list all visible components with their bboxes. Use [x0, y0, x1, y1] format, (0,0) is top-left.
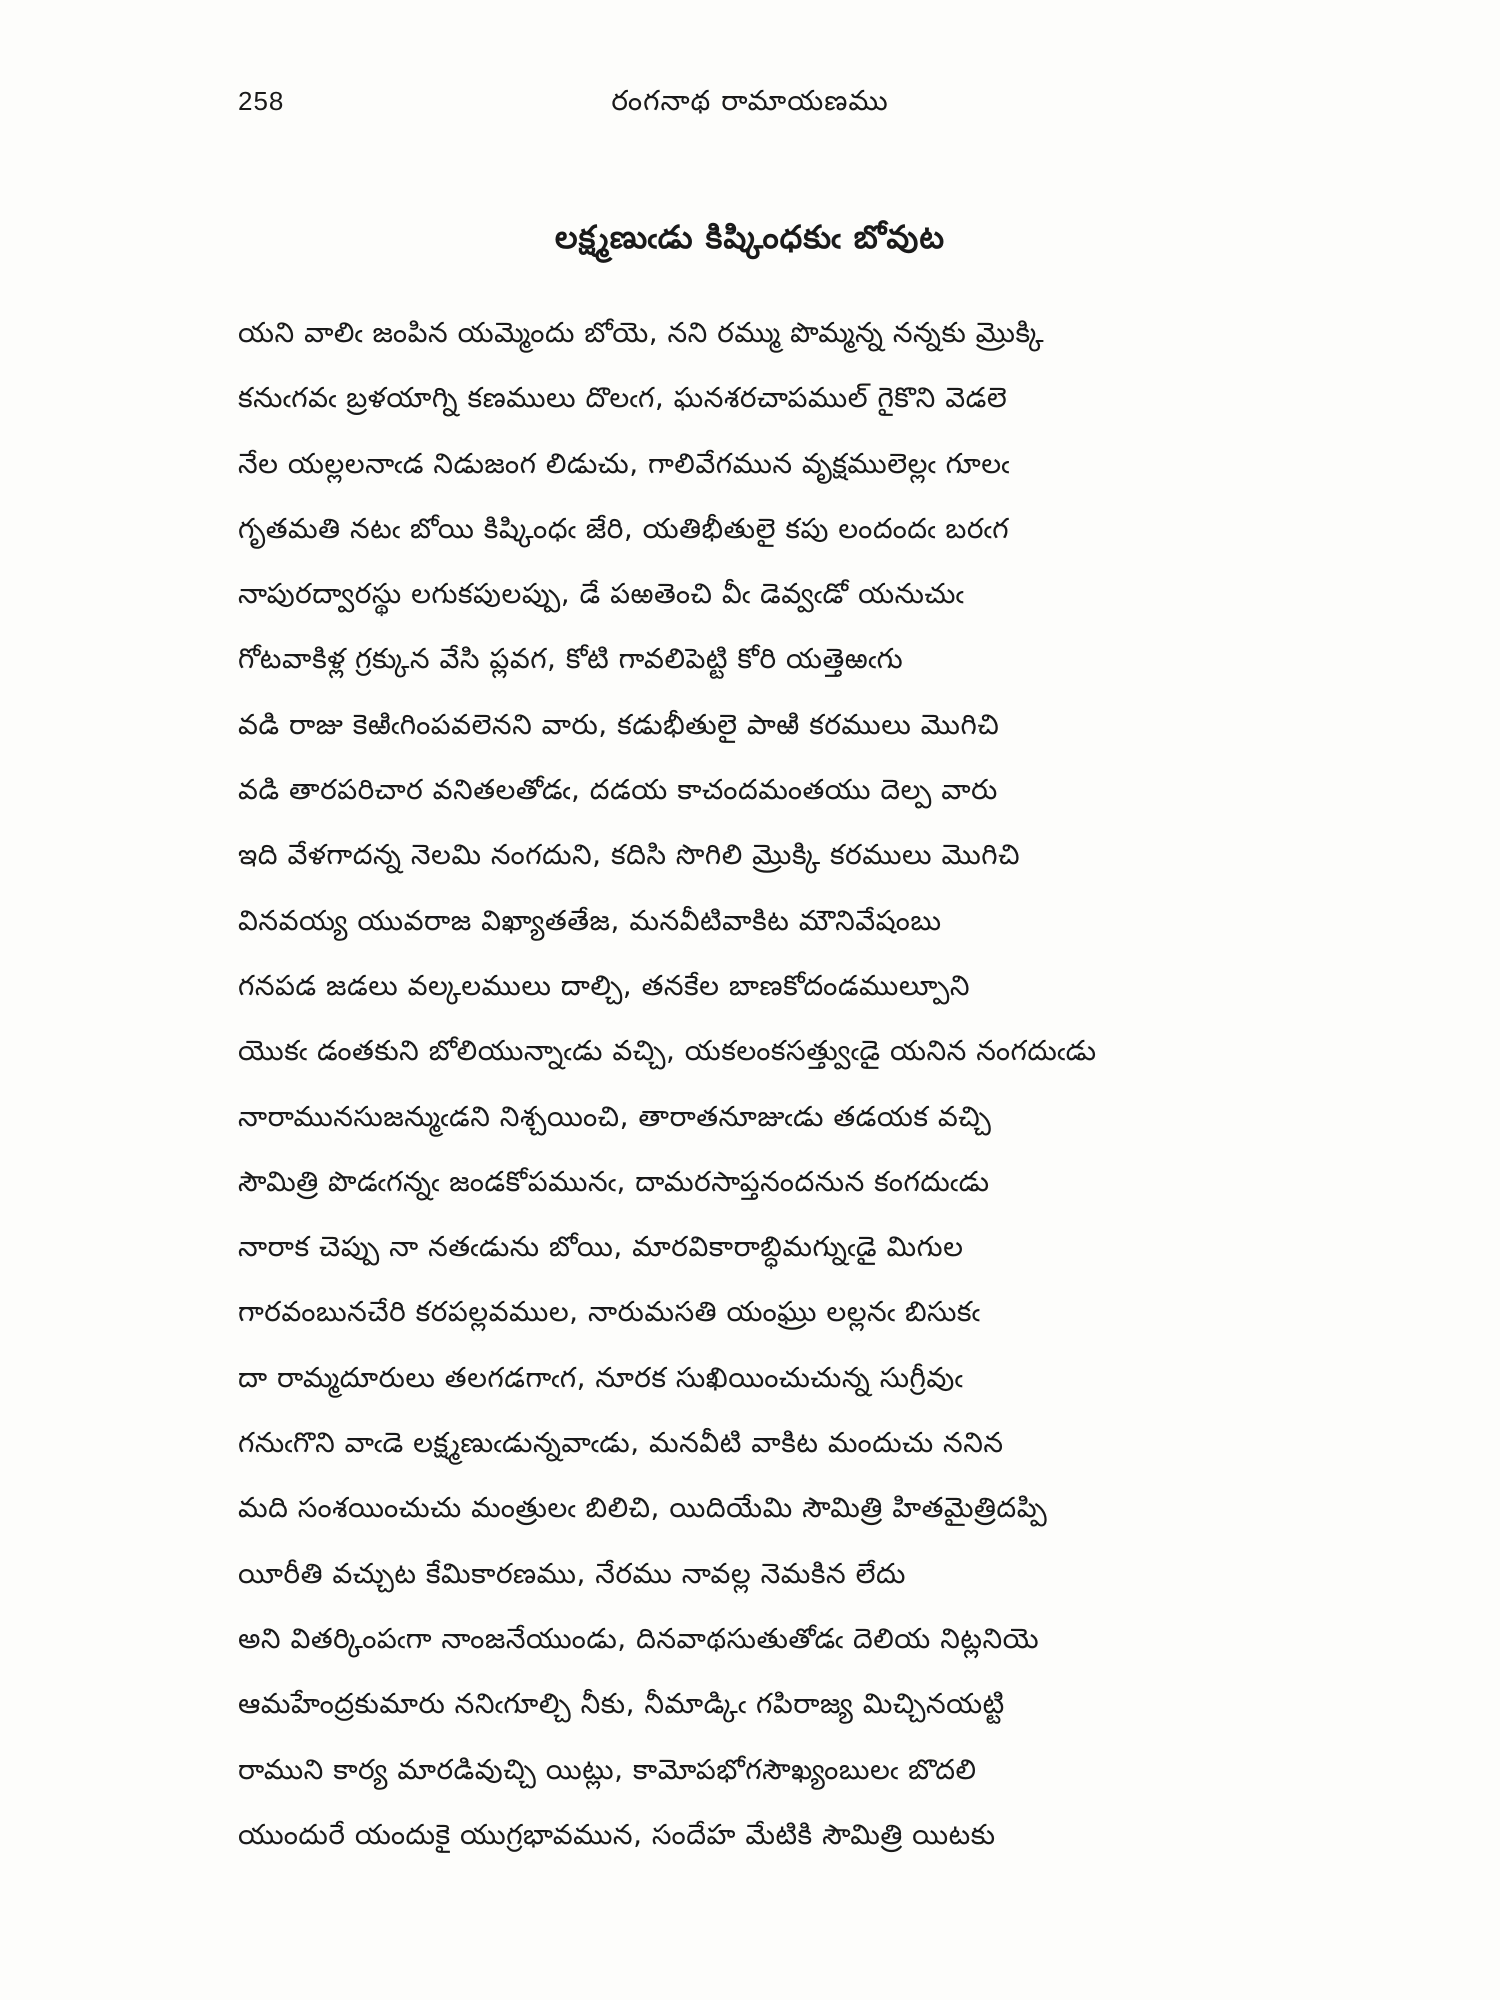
verse-line: యుందురే యందుకై యుగ్రభావమున, సందేహ మేటికి సౌమిత్రి యిటకు: [238, 1817, 996, 1851]
page-number: 258: [238, 86, 285, 116]
verse-line: అని వితర్కింపఁగా నాంజనేయుండు, దినవాథసుతుతోడఁ దెలియ నిట్లనియె: [238, 1621, 1040, 1655]
verse-line: వడి రాజు కెఱిఁగింపవలెనని వారు, కడుభీతులై పాఱి కరములు మొగిచి: [238, 707, 1000, 741]
verse-line: గృతమతి నటఁ బోయి కిష్కింధఁ జేరి, యతిభీతులై కపు లందందఁ బరఁగ: [238, 511, 1010, 545]
verse-line: నారామునసుజన్ముఁడని నిశ్చయించి, తారాతనూజుఁడు తడయక వచ్చి: [238, 1099, 992, 1133]
verse-line: యని వాలిఁ జంపిన యమ్మెందు బోయె, నని రమ్ము పొమ్మన్న నన్నకు మ్రొక్కి: [238, 316, 1045, 349]
verse-line: మది సంశయించుచు మంత్రులఁ బిలిచి, యిదియేమి సౌమిత్రి హితమైత్రిదప్పి: [238, 1491, 1048, 1525]
verse-line: నారాక చెప్పు నా నతఁడును బోయి, మారవికారాబ్ధిమగ్నుఁడై మిగుల: [238, 1230, 964, 1264]
verse-line: కనుఁగవఁ బ్రళయాగ్ని కణములు దొలఁగ, ఘనశరచాపముల్ గైకొని వెడలె: [238, 381, 1008, 415]
verse-line: గనపడ జడలు వల్కలములు దాల్చి, తనకేల బాణకోదండముల్పూని: [238, 968, 970, 1002]
verse-line: గోటవాకిళ్ల గ్రక్కున వేసి ప్లవగ, కోటి గావలిపెట్టి కోరి యత్తెఱఁగు: [238, 642, 904, 676]
section-title: లక్ష్మణుఁడు కిష్కింధకుఁ బోవుట: [554, 218, 946, 256]
verse-line: యొకఁ డంతకుని బోలియున్నాఁడు వచ్చి, యకలంకసత్త్వుఁడై యనిన నంగదుఁడు: [238, 1034, 1097, 1068]
verse-line: వడి తారపరిచార వనితలతోడఁ, దడయ కాచందమంతయు దెల్ప వారు: [238, 773, 998, 807]
verse-line: దా రామ్మదూరులు తలగడగాఁగ, నూరక సుఖియించుచున్న సుగ్రీవుఁ: [238, 1360, 964, 1394]
verse-line: రాముని కార్య మారడివుచ్చి యిట్లు, కామోపభోగసౌఖ్యంబులఁ బొదలి: [238, 1752, 977, 1786]
verse-body: [238, 300, 1268, 1867]
verse-line: ఆమహేంద్రకుమారు ననిఁగూల్చి నీకు, నీమాడ్కిఁ గపిరాజ్య మిచ్చినయట్టి: [238, 1687, 1005, 1721]
verse-line: వినవయ్య యువరాజ విఖ్యాతతేజ, మనవీటివాకిట మౌనివేషంబు: [238, 903, 942, 937]
verse-line: యీరీతి వచ్చుట కేమికారణము, నేరము నావల్ల నెమకిన లేదు: [238, 1556, 906, 1590]
verse-line: గారవంబునచేరి కరపల్లవముల, నారుమసతి యంఘ్రు లల్లనఁ బిసుకఁ: [238, 1295, 981, 1329]
verse-line: సౌమిత్రి పొడఁగన్నఁ జండకోపమునఁ, దామరసాప్తనందనున కంగదుఁడు: [238, 1164, 990, 1198]
verse-line: గనుఁగొని వాఁడె లక్ష్మణుఁడున్నవాఁడు, మనవీటి వాకిట మందుచు ననిన: [238, 1426, 1004, 1460]
verse-line: నాపురద్వారస్థు లగుకపులప్పు, డే పఱతెంచి వీఁ డెవ్వఁడో యనుచుఁ: [238, 577, 965, 611]
verse-line: ఇది వేళగాదన్న నెలమి నంగదుని, కదిసి సొగిలి మ్రొక్కి కరములు మొగిచి: [238, 838, 1021, 872]
verse-line: నేల యల్లలనాఁడ నిడుజంగ లిడుచు, గాలివేగమున వృక్షములెల్లఁ గూలఁ: [238, 446, 1010, 480]
running-title: రంగనాథ రామాయణము: [611, 84, 889, 117]
